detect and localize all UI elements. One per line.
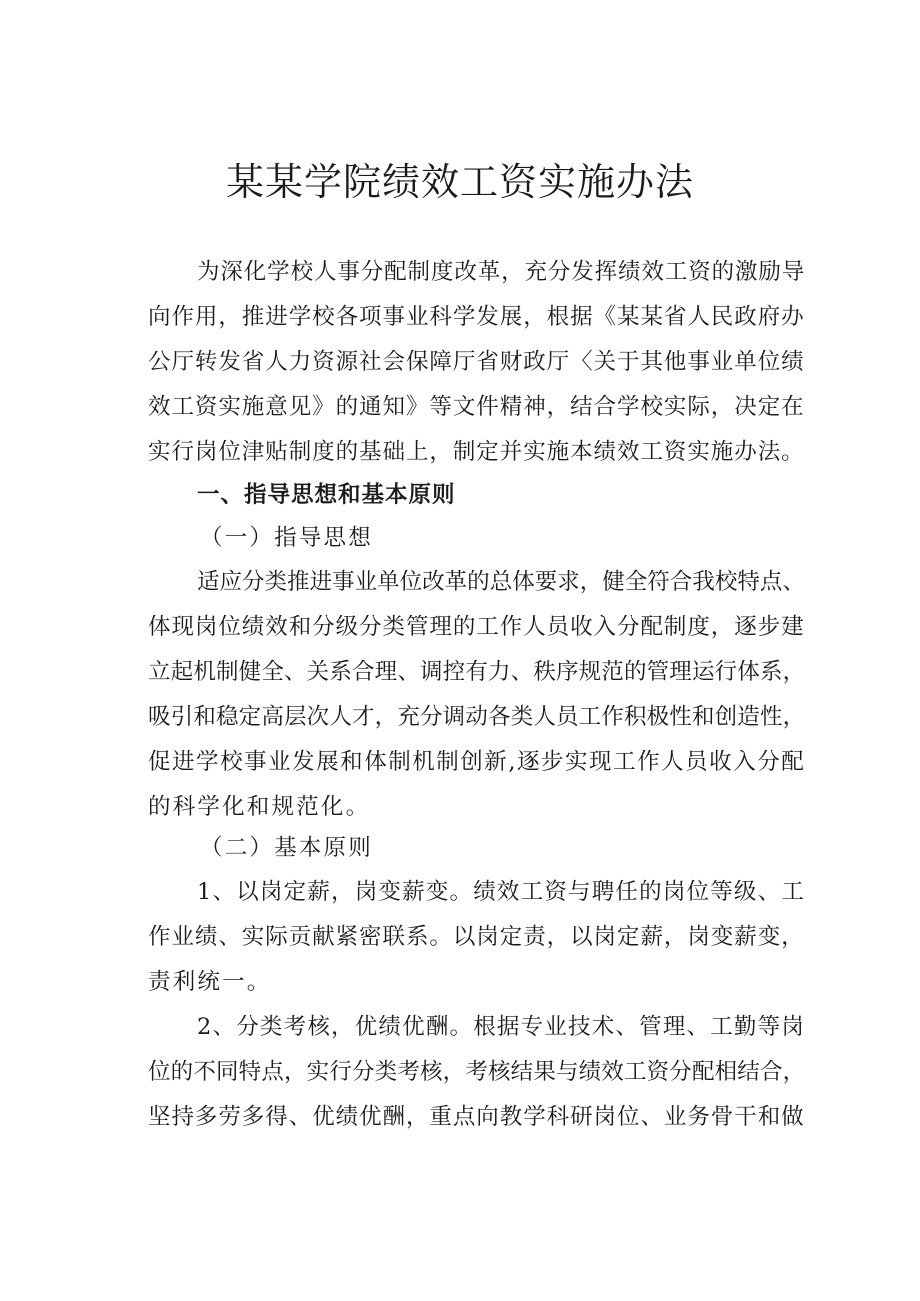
principle-1-line-2: 作业绩、实际贡献紧密联系。以岗定责，以岗定薪，岗变薪变， [148,924,805,950]
subsection-heading-2: （二）基本原则 [200,835,373,861]
intro-line-5: 实行岗位津贴制度的基础上，制定并实施本绩效工资实施办法。 [148,439,805,465]
guiding-line-6: 的科学化和规范化。 [148,794,371,820]
principle-2-line-3: 坚持多劳多得、优绩优酬，重点向教学科研岗位、业务骨干和做 [148,1104,805,1130]
intro-line-1: 为深化学校人事分配制度改革，充分发挥绩效工资的激励导 [197,259,806,285]
intro-line-3: 公厅转发省人力资源社会保障厅省财政厅〈关于其他事业单位绩 [148,349,805,375]
principle-1-line-1: 1、以岗定薪，岗变薪变。绩效工资与聘任的岗位等级、工 [197,879,806,905]
guiding-line-3: 立起机制健全、关系合理、调控有力、秩序规范的管理运行体系， [148,659,806,685]
guiding-line-2: 体现岗位绩效和分级分类管理的工作人员收入分配制度，逐步建 [148,614,805,640]
principle-2-line-1: 2、分类考核，优绩优酬。根据专业技术、管理、工勤等岗 [197,1014,806,1040]
section-heading-1: 一、指导思想和基本原则 [197,482,456,508]
intro-line-2: 向作用，推进学校各项事业科学发展，根据《某某省人民政府办 [148,304,805,330]
principle-1-line-3: 责利统一。 [148,969,272,995]
principle-2-line-2: 位的不同特点，实行分类考核，考核结果与绩效工资分配相结合， [148,1059,806,1085]
guiding-line-4: 吸引和稳定高层次人才，充分调动各类人员工作积极性和创造性， [148,704,806,730]
subsection-heading-1: （一）指导思想 [200,525,373,551]
document-title: 某某学院绩效工资实施办法 [225,160,694,204]
intro-line-4: 效工资实施意见》的通知》等文件精神，结合学校实际，决定在 [148,394,805,420]
guiding-line-1: 适应分类推进事业单位改革的总体要求，健全符合我校特点、 [197,569,805,595]
guiding-line-5: 促进学校事业发展和体制机制创新,逐步实现工作人员收入分配 [148,749,806,775]
